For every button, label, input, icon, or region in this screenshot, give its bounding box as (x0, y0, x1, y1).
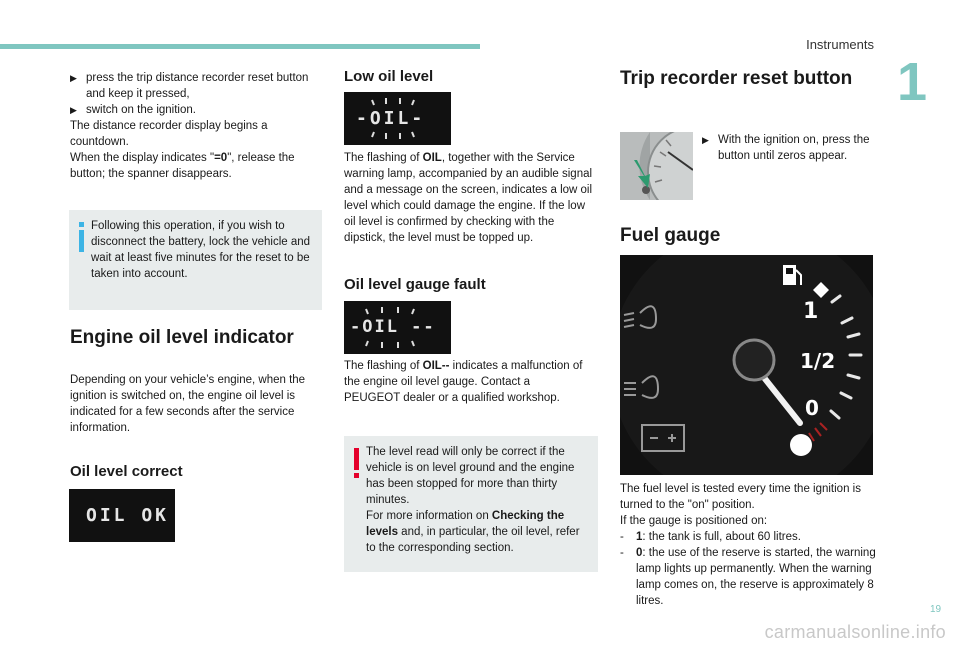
fuel-gauge (620, 255, 873, 475)
heading-low-oil: Low oil level (344, 68, 434, 85)
paragraph: When the display indicates "=0", release the button; the spanner disappears. (70, 152, 295, 180)
paragraph: The fuel level is tested every time the ignition is turned to the "on" position. (620, 483, 861, 511)
watermark: carmanualsonline.info (764, 622, 946, 642)
heading-fuel-gauge: Fuel gauge (620, 225, 721, 246)
gauge-label-empty: 0 (805, 396, 819, 420)
chapter-number: 1 (897, 52, 928, 112)
trip-step (702, 132, 872, 164)
heading-trip-reset: Trip recorder reset button (620, 68, 853, 89)
step-text: press the trip distance recorder reset button and keep it pressed, (86, 72, 309, 100)
paragraph: The distance recorder display begins a countdown. (70, 120, 268, 148)
header-accent-bar (0, 44, 480, 49)
fuel-warning-lamp (790, 434, 812, 456)
list-item: - 1: the tank is full, about 60 litres. (620, 531, 801, 543)
list-item: - 0: the use of the reserve is started, the warning lamp lights up permanently. When the warning lamp comes on, the reserve is approximately 8 litres. (620, 547, 876, 607)
oil-fault-display (344, 301, 451, 354)
trip-reset-button-icon (620, 132, 693, 200)
paragraph: Depending on your vehicle’s engine, when the ignition is switched on, the engine oil level is indicated for a few seconds after the service information. (70, 374, 306, 434)
page-number: 19 (930, 604, 942, 615)
lcd-text: -OIL- (356, 108, 426, 129)
low-oil-display (344, 92, 451, 145)
info-icon (77, 222, 87, 252)
paragraph: The flashing of OIL, together with the Service warning lamp, accompanied by an audible signal and a message on the screen, indicates a low oil level which could damage the engine. If the low oil level is confirmed by checking with the dipstick, the level must be topped up. (344, 152, 593, 244)
paragraph: If the gauge is positioned on: (620, 515, 768, 527)
paragraph: The flashing of OIL-- indicates a malfunction of the engine oil level gauge. Contact a PEUGEOT dealer or a qualified workshop. (344, 360, 583, 404)
heading-oil-correct: Oil level correct (70, 463, 183, 480)
lcd-text: OIL OK (86, 505, 170, 526)
warning-box (344, 436, 598, 572)
info-box (69, 210, 322, 310)
oil-ok-display (69, 489, 175, 542)
section-name: Instruments (806, 37, 874, 52)
info-text: Following this operation, if you wish to disconnect the battery, lock the vehicle and wait at least five minutes for the reset to be taken into account. (91, 220, 311, 280)
heading-gauge-fault: Oil level gauge fault (344, 276, 486, 293)
lcd-text: -OIL -- (350, 317, 436, 337)
gauge-label-half: 1/2 (800, 349, 836, 373)
column-1-intro (70, 70, 325, 182)
fuel-gauge-text (620, 481, 880, 609)
warning-text: The level read will only be correct if the vehicle is on level ground and the engine has been stopped for more than thirty minutes. For more information on Checking the levels and, in particular, the oil level, refer to the corresponding section. (366, 446, 580, 554)
step-text: With the ignition on, press the button until zeros appear. (718, 134, 870, 162)
step-text: switch on the ignition. (86, 104, 196, 116)
warning-icon (352, 448, 362, 478)
gauge-label-full: 1 (803, 299, 819, 324)
gauge-hub (734, 340, 774, 380)
heading-engine-oil: Engine oil level indicator (70, 327, 294, 348)
bullet-icon: ▶ (70, 73, 77, 83)
bullet-icon: ▶ (702, 135, 709, 145)
bullet-icon: ▶ (70, 105, 77, 115)
